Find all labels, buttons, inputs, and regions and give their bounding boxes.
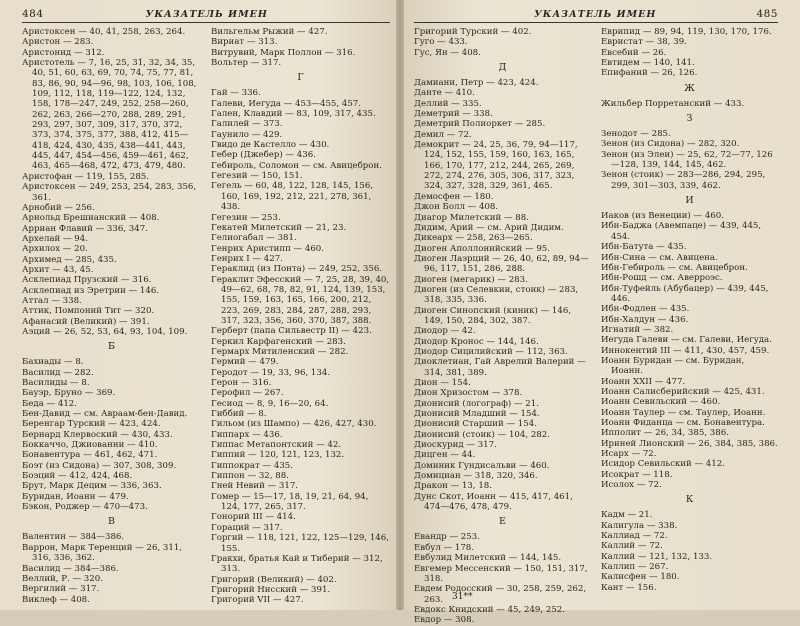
index-entry: Аристон — 283. — [22, 37, 94, 48]
index-entry: Иаков (из Венеции) — 460. — [601, 211, 724, 222]
index-entry: Герофил — 267. — [211, 388, 284, 399]
index-entry: Гегезин — 253. — [211, 212, 281, 223]
index-entry: Кант — 156. — [601, 582, 657, 593]
section-letter: Д — [498, 62, 507, 74]
running-head: УКАЗАТЕЛЬ ИМЕН — [534, 9, 657, 20]
index-entry: Аристоксен — 249, 253, 254, 283, 356, 361. — [22, 182, 197, 203]
index-entry: Дионисий Младший — 154. — [414, 409, 540, 420]
index-entry: Деллий — 335. — [414, 98, 482, 109]
index-entry: Дионисий Старший — 154. — [414, 419, 537, 430]
book-gutter — [396, 0, 404, 610]
index-entry: Дионисий (стоик) — 104, 282. — [414, 429, 550, 440]
index-entry: Дион — 154. — [414, 378, 471, 388]
index-entry: Евбулид Милетский — 144, 145. — [414, 553, 562, 564]
index-entry: Демил — 72. — [414, 129, 472, 140]
index-entry: Иннокентий III — 411, 430, 457, 459. — [601, 345, 770, 356]
section-letter: З — [686, 113, 693, 125]
section-letter: И — [685, 195, 694, 207]
index-entry: Деметрий Полиоркет — 285. — [414, 119, 546, 130]
index-entry: Гекатей Милетский — 21, 23. — [211, 222, 347, 233]
index-entry: Григорий Турский — 402. — [414, 27, 532, 37]
index-entry: Боккаччо, Джиованни — 410. — [22, 440, 158, 451]
index-entry: Гиппократ — 435. — [211, 460, 293, 471]
index-entry: Аристоксен — 40, 41, 258, 263, 264. — [22, 27, 186, 37]
index-entry: Арриан Флавий — 336, 347. — [22, 223, 148, 234]
index-entry: Бонавентура — 461, 462, 471. — [22, 450, 158, 461]
index-entry: Диоскурид — 317. — [414, 440, 497, 451]
index-entry: Калисфен — 180. — [601, 572, 680, 583]
index-entry: Демосфен — 180. — [414, 191, 494, 202]
index-entry: Гаунило — 429. — [211, 129, 283, 140]
index-entry: Аттал — 338. — [22, 295, 82, 306]
index-entry: Диоген Синопский (киник) — 146, 149, 150, 284, 302, 387. — [414, 305, 572, 326]
index-entry: Каллий — 72. — [601, 541, 663, 552]
index-entry: Бауэр, Бруно — 369. — [22, 388, 116, 399]
index-entry: Дидим, Арий — см. Арий Дидим. — [414, 222, 564, 233]
index-entry: Джон Болл — 408. — [414, 202, 499, 213]
index-entry: Архелай — 94. — [22, 233, 88, 244]
index-entry: Дракон — 13, 18. — [414, 481, 493, 492]
left-page — [0, 0, 400, 610]
index-entry: Ибн-Гебироль — см. Авицеброн. — [601, 262, 748, 273]
index-entry: Василид — 282. — [22, 367, 94, 378]
index-entry: Дицген — 44. — [414, 450, 476, 461]
index-entry: Гвидо де Кастелло — 430. — [211, 140, 330, 151]
index-entry: Гораций — 317. — [211, 522, 283, 533]
index-entry: Диодор Кронос — 144, 146. — [414, 336, 539, 347]
index-entry: Ибн-Фодлен — 435. — [601, 304, 690, 315]
index-entry: Дион Хризостом — 378. — [414, 388, 523, 399]
index-entry: Гален, Клавдий — 83, 109, 317, 435. — [211, 109, 376, 120]
index-entry: Каллип — 267. — [601, 562, 669, 573]
index-entry: Григорий (Великий) — 402. — [211, 574, 337, 585]
index-entry: Горгий — 118, 121, 122, 125—129, 146, 155. — [211, 533, 389, 554]
index-entry: Бен-Давид — см. Авраам-бен-Давид. — [22, 409, 188, 420]
index-entry: Аэций — 26, 52, 53, 64, 93, 104, 109. — [22, 326, 188, 337]
index-entry: Евдокс Книдский — 45, 249, 252. — [414, 604, 565, 615]
index-entry: Диоген Лаэрций — 26, 40, 62, 89, 94—96, 117, 151, 286, 288. — [414, 253, 589, 275]
index-entry: Арнольд Брешианский — 408. — [22, 213, 160, 224]
index-entry: Зенон (из Элеи) — 25, 62, 72—77, 126—128, 139, 144, 145, 462. — [601, 149, 773, 171]
index-entry: Каллиад — 72. — [601, 531, 668, 542]
index-entry: Василид — 384—386. — [22, 563, 119, 574]
index-entry: Иоанн Таулер — см. Таулер, Иоанн. — [601, 407, 766, 418]
index-entry: Беренгар Турский — 423, 424. — [22, 419, 161, 430]
index-entry: Вильгельм Рыжий — 427. — [211, 27, 328, 37]
index-entry: Асклепиад из Эретрии — 146. — [22, 285, 160, 296]
index-entry: Иоанн Севильский — 460. — [601, 397, 721, 408]
index-entry: Бернард Клервоский — 430, 433. — [22, 429, 173, 440]
index-entry: Гебер (Джебер) — 436. — [211, 150, 316, 161]
index-entry: Ибн-Сина — см. Авицена. — [601, 252, 718, 263]
index-entry: Диоген (из Селевкии, стоик) — 283, 318, 335, 336. — [414, 284, 579, 306]
index-entry: Беда — 412. — [22, 398, 78, 409]
index-entry: Исолох — 72. — [601, 480, 662, 491]
index-entry: Гиппий — 120, 121, 123, 132. — [211, 450, 345, 461]
index-entry: Гегезий — 150, 151. — [211, 171, 303, 182]
section-letter: В — [108, 516, 115, 528]
index-entry: Гиппарх — 436. — [211, 429, 283, 440]
index-entry: Галеви, Иегуда — 453—455, 457. — [211, 98, 361, 109]
index-entry: Вириат — 313. — [211, 37, 278, 48]
index-entry: Ибн-Туфейль (Абубацер) — 439, 445, 446. — [601, 283, 769, 304]
index-entry: Домициан — 318, 320, 346. — [414, 471, 538, 482]
section-letter: К — [685, 494, 694, 506]
index-column — [211, 27, 390, 606]
index-entry: Зенон (из Сидона) — 282, 320. — [601, 139, 740, 150]
index-entry: Евдем Родосский — 30, 258, 259, 262, 263. — [414, 584, 587, 605]
index-entry: Гней Невий — 317. — [211, 481, 299, 492]
index-entry: Иоанн Фиданца — см. Бонавентура. — [601, 418, 765, 428]
index-entry: Иегуда Галеви — см. Галеви, Иегуда. — [601, 335, 772, 346]
index-entry: Гермий — 479. — [211, 357, 279, 368]
page-header — [414, 8, 778, 23]
index-entry: Архимед — 285, 435. — [22, 254, 117, 265]
index-entry: Гермарх Митиленский — 282. — [211, 346, 349, 357]
index-entry: Иоанн Салисберийский — 425, 431. — [601, 386, 765, 397]
index-entry: Генрих Аристипп — 460. — [211, 243, 324, 254]
index-entry: Диоген (мегарик) — 283. — [414, 274, 528, 285]
index-entry: Евгемер Мессенский — 150, 151, 317, 318. — [414, 563, 588, 584]
index-entry: Брут, Марк Децим — 336, 363. — [22, 481, 162, 492]
index-entry: Диоклетиан, Гай Аврелий Валерий — 314, 381, 389. — [414, 357, 586, 378]
index-entry: Арнобий — 256. — [22, 202, 95, 213]
index-entry: Диагор Милетский — 88. — [414, 212, 529, 223]
index-entry: Иоанн Буридан — см. Буридан, Иоанн. — [601, 355, 745, 377]
index-entry: Асклепиад Прузский — 316. — [22, 275, 152, 286]
index-entry: Ибн-Халдун — 436. — [601, 314, 689, 325]
index-entry: Вергилий — 317. — [22, 584, 100, 595]
index-entry: Григорий VII — 427. — [211, 595, 304, 606]
index-entry: Ипполит — 26, 34, 385, 386. — [601, 428, 729, 439]
index-entry: Демокрит — 24, 25, 36, 79, 94—117, 124, 152, 155, 159, 160, 163, 165, 166, 170, 177, 212, 244, 265, 269, 272, 274, 276, 305, 306, 317, 323, 324, 327, 328, 329, 361, 465. — [414, 140, 578, 192]
index-entry: Игнатий — 382. — [601, 324, 674, 335]
index-entry: Исократ — 118. — [601, 469, 673, 480]
index-entry: Деметрий — 338. — [414, 109, 493, 120]
signature-mark: 31** — [452, 592, 473, 602]
index-entry: Боэций — 412, 424, 468. — [22, 471, 133, 482]
index-entry: Гиббий — 8. — [211, 409, 267, 420]
index-column — [414, 27, 591, 626]
index-entry: Гегель — 60, 48, 122, 128, 145, 156, 160, 169, 192, 212, 221, 278, 361, 438. — [211, 181, 374, 213]
index-entry: Герон — 316. — [211, 378, 272, 388]
index-entry: Гиппас Метапонтский — 42. — [211, 440, 342, 451]
index-entry: Василиды — 8. — [22, 378, 90, 388]
section-letter: Б — [108, 341, 115, 353]
index-entry: Гай — 336. — [211, 88, 261, 99]
running-head: УКАЗАТЕЛЬ ИМЕН — [145, 9, 268, 20]
index-entry: Витрувий, Марк Поллон — 316. — [211, 47, 356, 58]
index-entry: Исидор Севильский — 412. — [601, 459, 725, 470]
index-entry: Евбул — 178. — [414, 542, 474, 553]
index-column — [601, 27, 778, 626]
index-entry: Буридан, Иоанн — 479. — [22, 491, 129, 502]
index-entry: Данте — 410. — [414, 88, 475, 99]
index-entry: Гераклид (из Понта) — 249, 252, 356. — [211, 264, 383, 275]
index-entry: Григорий Нисский — 391. — [211, 584, 331, 595]
index-entry: Дикеарх — 258, 263—265. — [414, 233, 533, 244]
index-entry: Архилох — 20. — [22, 244, 88, 255]
index-entry: Гесиод — 8, 9, 16—20, 64. — [211, 398, 329, 409]
page-header — [22, 8, 390, 23]
index-entry: Валентин — 384—386. — [22, 532, 125, 543]
index-entry: Дионисий (логограф) — 21. — [414, 398, 539, 409]
page-number: 485 — [756, 8, 778, 20]
index-entry: Бахиады — 8. — [22, 357, 84, 368]
section-letter: Г — [297, 72, 304, 84]
index-entry: Евсебий — 26. — [601, 47, 667, 58]
index-entry: Зенодот — 285. — [601, 129, 671, 140]
index-entry: Калигула — 338. — [601, 520, 678, 531]
index-entry: Исарх — 72. — [601, 449, 657, 460]
index-entry: Зенон (стоик) — 283—286, 294, 295, 299, 301—303, 339, 462. — [601, 170, 766, 191]
index-entry: Гераклит Эфесский — 7, 25, 28, 39, 40, 49—62, 68, 78, 82, 91, 124, 139, 153, 155, 159, 163, 165, 166, 200, 212, 223, 269, 283, 284, 287, 288, 293, 317, 323, 356, 360, 370, 387, 388. — [211, 274, 390, 326]
index-entry: Евристат — 38, 39. — [601, 37, 687, 48]
index-entry: Аттик, Помпоний Тит — 320. — [22, 306, 155, 317]
index-entry: Геркил Карфагенский — 283. — [211, 336, 346, 347]
index-entry: Аристотель — 7, 16, 25, 31, 32, 34, 35, 40, 51, 60, 63, 69, 70, 74, 75, 77, 81, 83, 86, 90, 94—96, 98, 103, 106, 108, 109, 112, 118, 119—122, 124, 132, 158, 178—247, 249, 252, 258—260, 262, 263, 266—270, 288, 289, 291, 293, 297, 307, 309, 317, 370, 372, 373, 374, 375, 377, 388, 412, 415—418, 424, 430, 435, 438—441, 443, 445, 447, 454—456, 459—461, 462, 463, 465—468, 472, 473, 479, 480. — [22, 58, 197, 172]
section-letter: Е — [499, 516, 506, 528]
index-entry: Виклеф — 408. — [22, 594, 90, 605]
index-column — [22, 27, 201, 606]
index-entry: Гракхи, братья Кай и Тиберий — 312, 313. — [211, 553, 383, 575]
index-entry: Аристофан — 119, 155, 285. — [22, 171, 149, 182]
index-entry: Ибн-Батута — 435. — [601, 242, 687, 253]
index-entry: Диодор — 42. — [414, 326, 476, 337]
section-letter: Ж — [684, 82, 695, 94]
index-entry: Иоанн XXII — 477. — [601, 376, 686, 387]
index-entry: Ириней Лионский — 26, 384, 385, 386. — [601, 438, 778, 449]
index-entry: Диодор Сицилийский — 112, 363. — [414, 346, 568, 357]
index-entry: Бэкон, Роджер — 470—473. — [22, 502, 148, 513]
index-entry: Евандр — 253. — [414, 532, 480, 543]
index-entry: Жильбер Порретанский — 433. — [601, 98, 745, 109]
index-entry: Гонорий III — 414. — [211, 512, 296, 523]
index-entry: Галилей — 373. — [211, 119, 283, 130]
index-entry: Генрих I — 427. — [211, 253, 283, 264]
index-entry: Афанасий (Великий) — 391. — [22, 316, 150, 327]
index-entry: Архит — 43, 45. — [22, 264, 94, 275]
index-entry: Гомер — 15—17, 18, 19, 21, 64, 94, 124, 177, 265, 317. — [211, 491, 369, 513]
index-entry: Каллий — 121, 132, 133. — [601, 551, 713, 562]
index-entry: Дунс Скот, Иоанн — 415, 417, 461, 474—476, 478, 479. — [414, 491, 573, 513]
index-entry: Варрон, Марк Теренций — 26, 311, 316, 336, 362. — [22, 542, 183, 564]
index-entry: Гуго — 433. — [414, 37, 468, 48]
index-entry: Герберт (папа Сильвестр II) — 423. — [211, 326, 372, 337]
index-entry: Аристонид — 312. — [22, 47, 105, 58]
index-entry: Епифаний — 26, 126. — [601, 68, 698, 79]
index-entry: Гиппон — 32, 88. — [211, 471, 289, 482]
index-entry: Боэт (из Сидона) — 307, 308, 309. — [22, 460, 177, 471]
index-entry: Евтидем — 140, 141. — [601, 58, 695, 69]
index-entry: Геродот — 19, 33, 96, 134. — [211, 367, 331, 378]
index-entry: Гебироль, Соломон — см. Авицеброн. — [211, 160, 382, 171]
index-entry: Евдор — 308. — [414, 615, 475, 626]
index-entry: Гус, Ян — 408. — [414, 47, 481, 58]
index-entry: Гелиогабал — 381. — [211, 233, 297, 244]
index-entry: Ибн-Рошд — см. Аверроэс. — [601, 273, 723, 284]
index-entry: Еврипид — 89, 94, 119, 130, 170, 176. — [601, 27, 772, 37]
index-entry: Диоген Аполлонийский — 95. — [414, 243, 550, 254]
index-entry: Гильом (из Шампо) — 426, 427, 430. — [211, 419, 377, 430]
index-entry: Дамиани, Петр — 423, 424. — [414, 78, 539, 89]
index-entry: Вольтер — 317. — [211, 58, 282, 69]
index-entry: Ибн-Баджа (Авемпаце) — 439, 445, 454. — [601, 221, 762, 242]
right-page — [400, 0, 800, 626]
index-entry: Веллий, Р. — 320. — [22, 573, 103, 584]
index-entry: Доминик Гундисальви — 460. — [414, 460, 550, 471]
page-number: 484 — [22, 8, 44, 20]
index-entry: Кадм — 21. — [601, 510, 653, 521]
